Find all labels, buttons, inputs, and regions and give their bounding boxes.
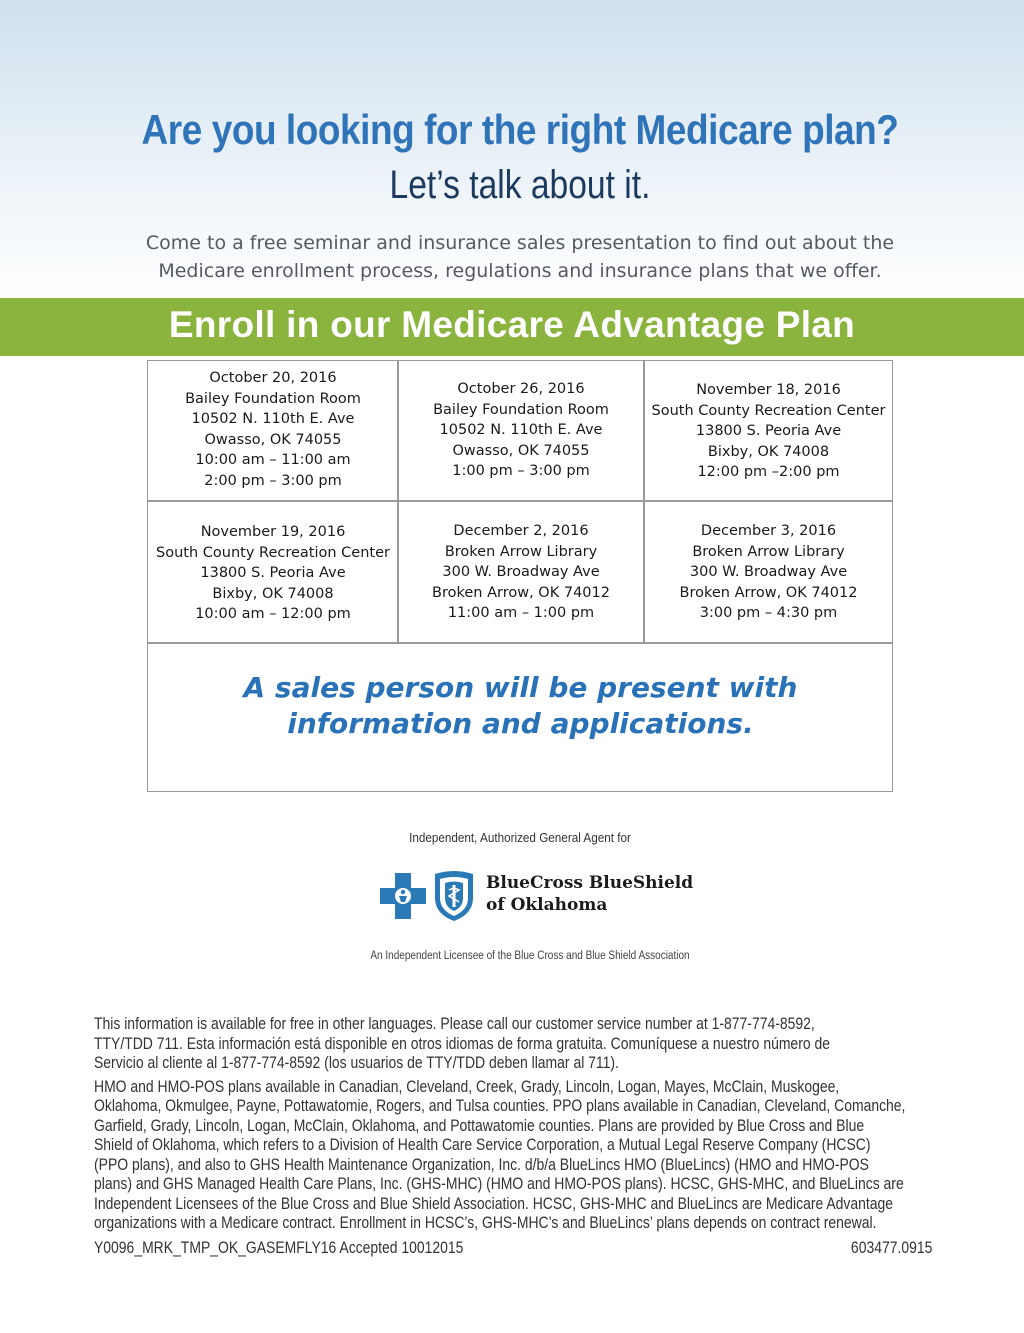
session-address: 300 W. Broadway Ave [442,564,600,581]
session-city: Owasso, OK 74055 [452,442,590,459]
intro-text [120,229,920,285]
callout-line: information and applications. [287,707,754,740]
session-cell [398,379,644,482]
session-city: Broken Arrow, OK 74012 [679,584,858,601]
fine-print [94,1015,939,1234]
fine-print-line: plans) and GHS Managed Health Care Plans, Inc. (GHS-MHC) (HMO and HMO-POS plans). HCSC, GHS-MHC, and BlueLincs are [94,1175,904,1193]
session-cell [149,522,397,625]
session-city: Bixby, OK 74008 [212,585,334,602]
session-city: Owasso, OK 74055 [204,431,342,448]
session-time: 3:00 pm – 4:30 pm [699,605,838,622]
subheadline: Let’s talk about it. [389,163,651,207]
session-venue: Broken Arrow Library [692,543,845,560]
session-city: Bixby, OK 74008 [707,443,830,460]
session-date: November 18, 2016 [696,382,841,398]
fine-print-line: (PPO plans), and also to GHS Health Maintenance Organization, Inc. d/b/a BlueLincs HMO (BlueLincs) (HMO and HMO-POS [94,1155,869,1174]
session-cell [644,521,893,624]
session-venue: South County Recreation Center [651,402,886,419]
table-divider [147,500,893,502]
fine-print-line: Oklahoma, Okmulgee, Payne, Pottawatomie, Rogers, and Tulsa counties. PPO plans available in Canadian, Cleveland, Comanche, [94,1097,906,1115]
callout-line: A sales person will be present with [243,671,798,704]
session-venue: Bailey Foundation Room [185,390,361,407]
brand-name [486,872,693,916]
session-address: 13800 S. Peoria Ave [200,565,346,582]
session-time: 11:00 am – 1:00 pm [447,605,595,622]
fine-print-line: HMO and HMO-POS plans available in Canadian, Cleveland, Creek, Grady, Lincoln, Logan, Mayes, McClain, Muskogee, [94,1077,840,1096]
session-time: 2:00 pm – 3:00 pm [204,472,342,489]
brand-line: of Oklahoma [486,895,608,915]
session-address: 10502 N. 110th E. Ave [191,411,355,428]
document-number: 603477.0915 [850,1239,932,1257]
session-address: 13800 S. Peoria Ave [695,423,842,440]
session-time: 12:00 pm –2:00 pm [697,464,840,481]
fine-print-line: TTY/TDD 711. Esta información está disponible en otros idiomas de forma gratuita. Comuníquese a nuestro número de [94,1034,830,1053]
brand-line: BlueCross BlueShield [486,873,694,893]
fine-print-line: Servicio al cliente al 1-877-774-8592 (los usuarios de TTY/TDD deben llamar al 711). [94,1054,619,1072]
headline: Are you looking for the right Medicare plan? [141,106,899,153]
session-time: 10:00 am – 12:00 pm [195,606,351,623]
session-venue: Broken Arrow Library [444,543,598,560]
session-address: 300 W. Broadway Ave [689,564,848,581]
session-cell [149,368,397,492]
fine-print-line: Independent Licensees of the Blue Cross and Blue Shield Association. HCSC, GHS-MHC and BlueLincs are Medicare Advantage [94,1194,894,1213]
session-date: October 26, 2016 [457,381,585,397]
fine-print-line: This information is available for free in other languages. Please call our customer service number at 1-877-774-8592, [94,1015,815,1033]
fine-print-line: Garfield, Grady, Lincoln, Logan, McClain, Oklahoma, and Pottawatomie counties. Plans are provided by Blue Cross and Blue [94,1116,865,1135]
licensee-text: An Independent Licensee of the Blue Cross and Blue Shield Association [370,950,690,962]
session-cell [644,380,893,483]
document-code: Y0096_MRK_TMP_OK_GASEMFLY16 Accepted 10012015 [94,1239,464,1257]
agent-text: Independent, Authorized General Agent for [409,830,631,845]
session-city: Broken Arrow, OK 74012 [432,584,610,601]
fine-print-line: organizations with a Medicare contract. Enrollment in HCSC’s, GHS-MHC’s and BlueLincs’ plans depends on contract renewal. [94,1214,877,1232]
session-time: 1:00 pm – 3:00 pm [452,463,590,480]
intro-line: Medicare enrollment process, regulations and insurance plans that we offer. [158,260,882,282]
session-date: October 20, 2016 [209,370,337,386]
banner-title: Enroll in our Medicare Advantage Plan [168,304,856,345]
session-time: 10:00 am – 11:00 am [195,452,351,469]
blue-cross-icon [378,871,428,921]
session-cell [398,521,644,624]
session-date: November 19, 2016 [200,524,346,540]
sales-callout [148,670,893,742]
session-date: December 3, 2016 [700,523,837,539]
fine-print-line: Shield of Oklahoma, which refers to a Division of Health Care Service Corporation, a Mutual Legal Reserve Company (HCSC) [94,1136,871,1154]
session-address: 10502 N. 110th E. Ave [439,422,603,439]
session-venue: Bailey Foundation Room [433,401,609,418]
intro-line: Come to a free seminar and insurance sales presentation to find out about the [145,232,895,254]
session-date: December 2, 2016 [453,523,589,539]
session-venue: South County Recreation Center [156,544,390,561]
table-divider [147,642,893,644]
blue-shield-icon [432,870,476,922]
